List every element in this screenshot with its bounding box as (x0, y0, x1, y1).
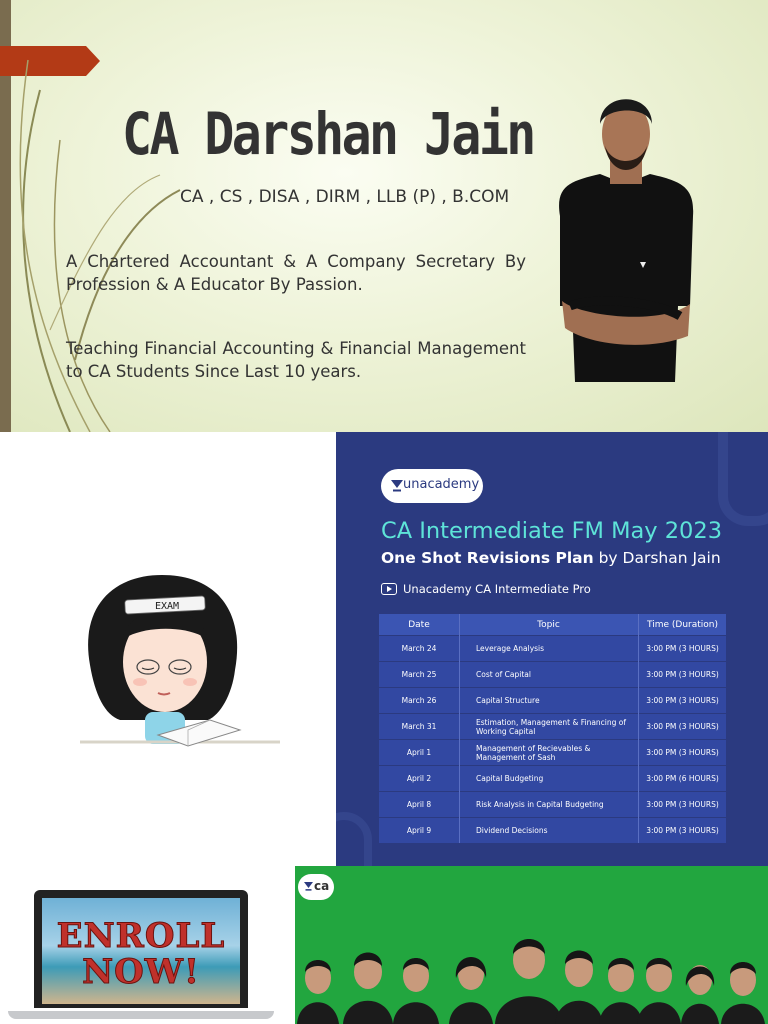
row-time: 3:00 PM (6 HOURS) (639, 766, 727, 792)
row-date: March 25 (379, 662, 460, 688)
unacademy-icon (304, 882, 313, 891)
row-date: March 24 (379, 636, 460, 662)
exam-illustration-panel (0, 432, 336, 866)
qualifications: CA , CS , DISA , DIRM , LLB (P) , B.COM (180, 187, 510, 207)
logo-text: unacademy (403, 477, 480, 492)
table-row (379, 792, 726, 818)
laptop-base (8, 1011, 274, 1019)
presenter-photo (550, 66, 700, 382)
plan-subtitle: One Shot Revisions Plan by Darshan Jain (381, 549, 721, 567)
unacademy-logo (381, 469, 483, 503)
youtube-play-icon (381, 583, 397, 595)
bio-teaching: Teaching Financial Accounting & Financial Management to CA Students Since Last 10 years. (66, 339, 526, 381)
educators-group-photo (295, 916, 768, 1024)
row-topic: Capital Budgeting (460, 766, 639, 792)
laptop-display (42, 898, 240, 1004)
row-time: 3:00 PM (3 HOURS) (639, 662, 727, 688)
table-row (379, 662, 726, 688)
table-row (379, 636, 726, 662)
header-time: Time (Duration) (639, 614, 727, 636)
ca-badge-text: ca (314, 879, 330, 893)
ca-badge (298, 874, 334, 900)
table-row (379, 740, 726, 766)
row-topic: Leverage Analysis (460, 636, 639, 662)
schedule-table (379, 614, 726, 843)
enroll-text: ENROLL (56, 916, 226, 956)
headband-text: EXAM (154, 601, 180, 612)
row-topic: Management of Recievables & Management of Sash (460, 740, 639, 766)
corner-decoration (336, 812, 372, 866)
unacademy-icon (391, 480, 403, 492)
row-date: April 2 (379, 766, 460, 792)
row-date: March 31 (379, 714, 460, 740)
row-topic: Risk Analysis in Capital Budgeting (460, 792, 639, 818)
header-topic: Topic (460, 614, 639, 636)
table-row (379, 714, 726, 740)
row-topic: Estimation, Management & Financing of Working Capital (460, 714, 639, 740)
row-date: March 26 (379, 688, 460, 714)
table-row (379, 688, 726, 714)
plan-title: CA Intermediate FM May 2023 (381, 518, 723, 544)
bio-profession: A Chartered Accountant & A Company Secretary By Profession & A Educator By Passion. (66, 252, 526, 294)
row-date: April 1 (379, 740, 460, 766)
presenter-name: CA Darshan Jain (122, 100, 534, 168)
row-time: 3:00 PM (3 HOURS) (639, 688, 727, 714)
header-date: Date (379, 614, 460, 636)
row-date: April 8 (379, 792, 460, 818)
channel-name: Unacademy CA Intermediate Pro (403, 582, 591, 596)
educators-group-panel (295, 866, 768, 1024)
table-row (379, 818, 726, 844)
row-time: 3:00 PM (3 HOURS) (639, 792, 727, 818)
row-topic: Cost of Capital (460, 662, 639, 688)
enroll-now-panel (0, 866, 295, 1024)
row-date: April 9 (379, 818, 460, 844)
now-text: NOW! (82, 952, 200, 992)
row-time: 3:00 PM (3 HOURS) (639, 714, 727, 740)
profile-banner (0, 0, 768, 432)
row-time: 3:00 PM (3 HOURS) (639, 818, 727, 844)
table-header-row (379, 614, 726, 636)
fm-revision-plan-panel (336, 432, 768, 866)
row-topic: Capital Structure (460, 688, 639, 714)
row-time: 3:00 PM (3 HOURS) (639, 636, 727, 662)
table-row (379, 766, 726, 792)
row-time: 3:00 PM (3 HOURS) (639, 740, 727, 766)
corner-decoration (718, 432, 768, 526)
student-cartoon-image (70, 570, 290, 750)
row-topic: Dividend Decisions (460, 818, 639, 844)
laptop-image (34, 890, 248, 1008)
